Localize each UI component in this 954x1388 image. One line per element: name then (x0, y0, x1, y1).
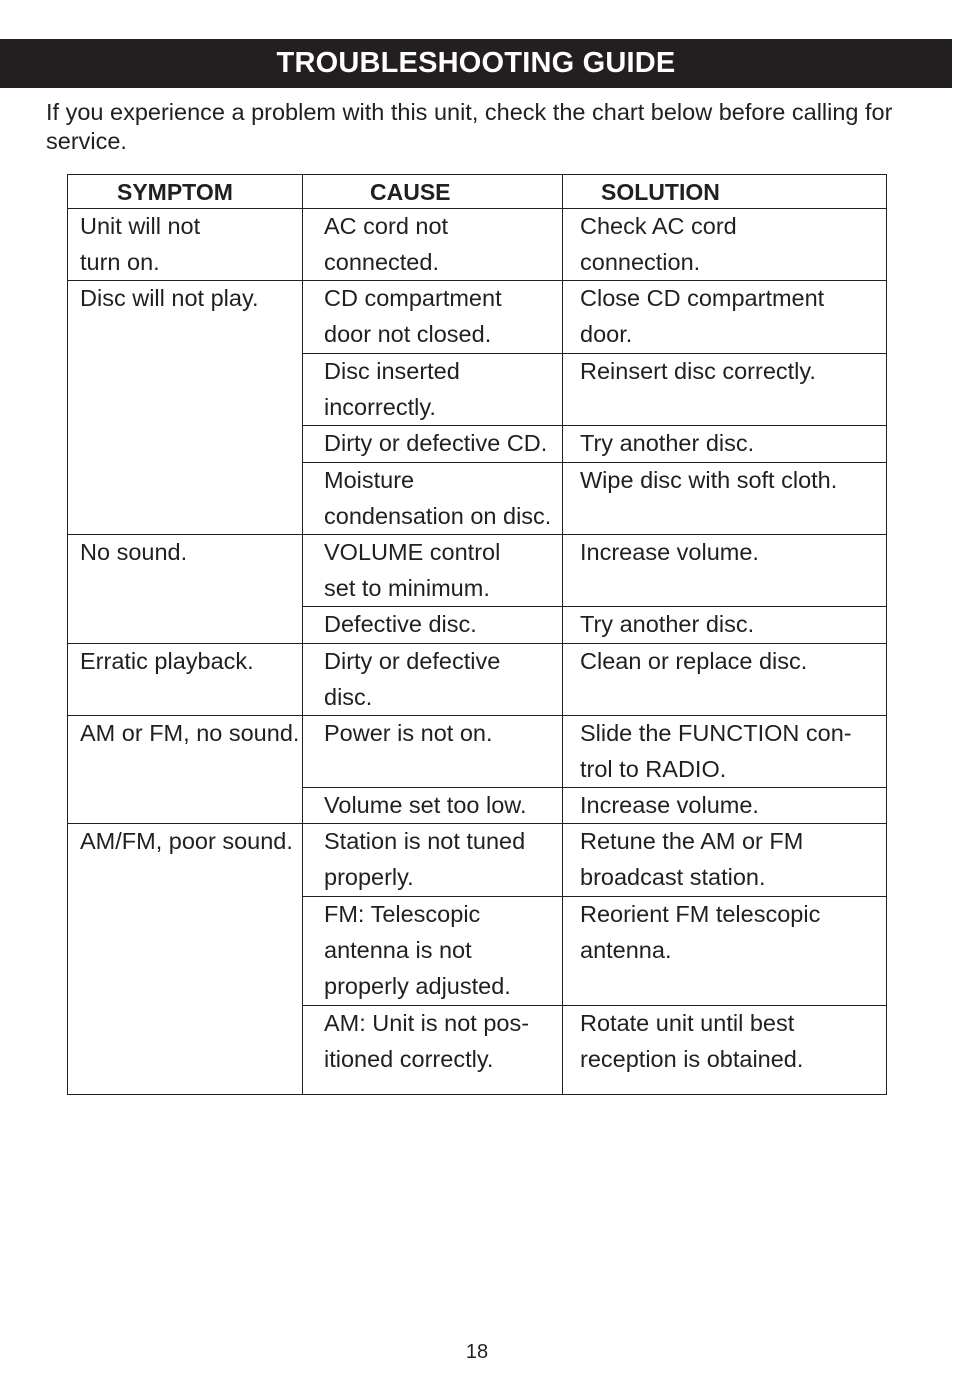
symptom-cell (68, 644, 303, 716)
solution-text: Close CD compartment door. (580, 285, 825, 347)
cause-text: Volume set too low. (324, 792, 527, 818)
header-cause: CAUSE (303, 175, 563, 209)
solution-text: Try another disc. (580, 611, 755, 637)
section-title-bar (0, 39, 952, 88)
solution-cell (563, 788, 887, 824)
solution-cell (563, 281, 887, 354)
solution-cell (563, 644, 887, 716)
intro-text: If you experience a problem with this unit, check the chart below before calling for service. (46, 99, 893, 154)
troubleshooting-table (67, 174, 887, 1095)
cause-text: Station is not tuned properly. (324, 828, 526, 890)
cause-cell (303, 824, 563, 897)
cause-text: Power is not on. (324, 720, 493, 746)
solution-text: Retune the AM or FM broadcast station. (580, 828, 804, 890)
solution-text: Reorient FM telescopic antenna. (580, 901, 821, 963)
symptom-text: Disc will not play. (80, 285, 259, 311)
cause-cell (303, 426, 563, 463)
table-row (68, 535, 887, 607)
page-number: 18 (465, 1341, 489, 1363)
solution-cell (563, 354, 887, 426)
table-header-row (68, 175, 887, 209)
page-title: TROUBLESHOOTING GUIDE (276, 47, 676, 79)
solution-text: Increase volume. (580, 539, 759, 565)
solution-cell (563, 209, 887, 281)
symptom-cell (68, 209, 303, 281)
cause-cell (303, 607, 563, 644)
cause-cell (303, 897, 563, 1006)
cause-text: CD compartment door not closed. (324, 285, 502, 347)
cause-text: AM: Unit is not pos- itioned correctly. (324, 1010, 530, 1072)
symptom-cell (68, 824, 303, 1095)
cause-cell (303, 1006, 563, 1095)
cause-cell (303, 209, 563, 281)
header-solution: SOLUTION (563, 175, 887, 209)
table-row (68, 209, 887, 281)
cause-text: VOLUME control set to minimum. (324, 539, 501, 601)
symptom-text: AM or FM, no sound. (80, 720, 300, 746)
solution-text: Check AC cord connection. (580, 213, 737, 275)
cause-cell (303, 281, 563, 354)
solution-text: Rotate unit until best reception is obtained. (580, 1010, 804, 1072)
cause-cell (303, 354, 563, 426)
solution-text: Increase volume. (580, 792, 759, 818)
symptom-text: No sound. (80, 539, 188, 565)
symptom-cell (68, 535, 303, 644)
solution-cell (563, 716, 887, 788)
solution-cell (563, 824, 887, 897)
cause-cell (303, 463, 563, 535)
symptom-text: Unit will not turn on. (80, 213, 201, 275)
cause-cell (303, 716, 563, 788)
solution-cell (563, 897, 887, 1006)
cause-text: AC cord not connected. (324, 213, 449, 275)
solution-text: Wipe disc with soft cloth. (580, 467, 838, 493)
symptom-cell (68, 281, 303, 535)
cause-cell (303, 644, 563, 716)
solution-cell (563, 463, 887, 535)
solution-text: Slide the FUNCTION con- trol to RADIO. (580, 720, 852, 782)
cause-cell (303, 788, 563, 824)
solution-cell (563, 426, 887, 463)
cause-text: FM: Telescopic antenna is not properly adjusted. (324, 901, 511, 999)
cause-cell (303, 535, 563, 607)
solution-text: Try another disc. (580, 430, 755, 456)
table-row (68, 824, 887, 897)
symptom-text: Erratic playback. (80, 648, 254, 674)
table-body (68, 209, 887, 1095)
table-row (68, 716, 887, 788)
cause-text: Dirty or defective disc. (324, 648, 501, 710)
header-symptom: SYMPTOM (68, 175, 303, 209)
table-row (68, 281, 887, 354)
solution-text: Reinsert disc correctly. (580, 358, 816, 384)
cause-text: Dirty or defective CD. (324, 430, 548, 456)
cause-text: Defective disc. (324, 611, 477, 637)
symptom-text: AM/FM, poor sound. (80, 828, 293, 854)
solution-text: Clean or replace disc. (580, 648, 808, 674)
cause-text: Moisture condensation on disc. (324, 467, 552, 529)
symptom-cell (68, 716, 303, 824)
solution-cell (563, 607, 887, 644)
solution-cell (563, 535, 887, 607)
cause-text: Disc inserted incorrectly. (324, 358, 460, 420)
solution-cell (563, 1006, 887, 1095)
table-row (68, 644, 887, 716)
